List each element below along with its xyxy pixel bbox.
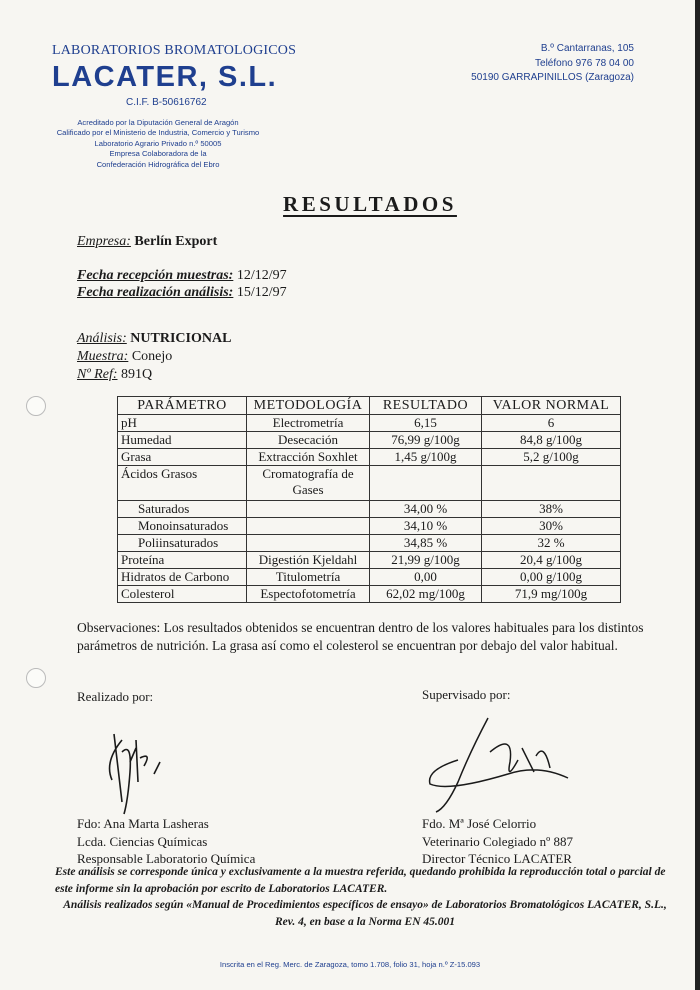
company-field bbox=[77, 234, 217, 250]
cell-parameter: Grasa bbox=[118, 449, 247, 466]
cell-result: 21,99 g/100g bbox=[370, 552, 482, 569]
cell-normal: 20,4 g/100g bbox=[482, 552, 621, 569]
right-signatory-name: Fdo. Mª José Celorrio bbox=[422, 816, 537, 831]
city-line: 50190 GARRAPINILLOS (Zaragoza) bbox=[471, 72, 634, 83]
reception-date-value: 12/12/97 bbox=[236, 268, 287, 283]
cell-parameter: Hidratos de Carbono bbox=[118, 569, 247, 586]
cell-result bbox=[370, 466, 482, 501]
cell-normal: 0,00 g/100g bbox=[482, 569, 621, 586]
cell-method bbox=[247, 535, 370, 552]
sample-field bbox=[77, 349, 172, 365]
accreditation-block bbox=[40, 118, 276, 170]
brand-name: LACATER, S.L. bbox=[52, 61, 278, 93]
cell-method bbox=[247, 518, 370, 535]
reference-value: 891Q bbox=[121, 367, 153, 382]
reference-field bbox=[77, 367, 152, 383]
table-header-row bbox=[118, 397, 621, 415]
right-signatory-title: Veterinario Colegiado nº 887 bbox=[422, 833, 573, 849]
table-row bbox=[118, 569, 621, 586]
cell-normal: 84,8 g/100g bbox=[482, 432, 621, 449]
cell-result: 1,45 g/100g bbox=[370, 449, 482, 466]
table-row bbox=[118, 552, 621, 569]
right-signatory-block bbox=[422, 815, 573, 868]
cell-normal: 38% bbox=[482, 501, 621, 518]
table-row bbox=[118, 432, 621, 449]
right-signature bbox=[418, 712, 593, 820]
cell-result: 34,85 % bbox=[370, 535, 482, 552]
cell-result: 0,00 bbox=[370, 569, 482, 586]
legal-disclaimer: Este análisis se corresponde única y exclusivamente a la muestra referida, quedando prohibida la reproducción total o parcial de este informe sin la aprobación por escrito de Laboratorios LACATER. bbox=[55, 866, 666, 895]
cell-parameter: pH bbox=[118, 415, 247, 432]
cell-result: 34,00 % bbox=[370, 501, 482, 518]
cell-parameter: Ácidos Grasos bbox=[118, 466, 247, 501]
cell-normal: 30% bbox=[482, 518, 621, 535]
sample-label: Muestra: bbox=[77, 349, 129, 364]
table-row bbox=[118, 518, 621, 535]
address-line: B.º Cantarranas, 105 bbox=[540, 43, 634, 54]
sample-value: Conejo bbox=[131, 349, 173, 364]
left-signatory-block bbox=[77, 815, 255, 868]
table-row bbox=[118, 449, 621, 466]
cell-normal: 5,2 g/100g bbox=[482, 449, 621, 466]
lab-name: LABORATORIOS BROMATOLOGICOS bbox=[52, 43, 297, 58]
cell-parameter: Monoinsaturados bbox=[118, 518, 247, 535]
cif-number: C.I.F. B-50616762 bbox=[126, 97, 207, 108]
cell-method: Extracción Soxhlet bbox=[247, 449, 370, 466]
header-parameter: PARÁMETRO bbox=[118, 397, 247, 415]
cell-result: 34,10 % bbox=[370, 518, 482, 535]
cell-parameter: Poliinsaturados bbox=[118, 535, 247, 552]
cell-result: 6,15 bbox=[370, 415, 482, 432]
header-normal-value: VALOR NORMAL bbox=[482, 397, 621, 415]
cell-method: Titulometría bbox=[247, 569, 370, 586]
right-signatory-role: Director Técnico LACATER bbox=[422, 851, 572, 866]
analysis-type-value: NUTRICIONAL bbox=[130, 331, 232, 346]
left-signatory-title: Lcda. Ciencias Químicas bbox=[77, 833, 208, 849]
cell-parameter: Humedad bbox=[118, 432, 247, 449]
document-title: RESULTADOS bbox=[283, 192, 457, 216]
cell-method: Desecación bbox=[247, 432, 370, 449]
cell-method: Cromatografía de Gases bbox=[247, 466, 370, 501]
analysis-type-label: Análisis: bbox=[77, 331, 127, 346]
cell-method: Electrometría bbox=[247, 415, 370, 432]
analysis-date-value: 15/12/97 bbox=[236, 285, 287, 300]
left-signatory-name: Fdo: Ana Marta Lasheras bbox=[77, 816, 209, 831]
accreditation-line: Laboratorio Agrario Privado n.º 50005 bbox=[94, 138, 222, 148]
punch-hole bbox=[26, 396, 46, 416]
results-table bbox=[117, 396, 621, 603]
table-row bbox=[118, 466, 621, 501]
cell-parameter: Saturados bbox=[118, 501, 247, 518]
table-row bbox=[118, 415, 621, 432]
phone-line: Teléfono 976 78 04 00 bbox=[535, 57, 634, 69]
reception-date-label: Fecha recepción muestras: bbox=[77, 268, 234, 283]
cell-result: 62,02 mg/100g bbox=[370, 586, 482, 603]
accreditation-line: Acreditado por la Diputación General de Aragón bbox=[77, 118, 239, 127]
cell-result: 76,99 g/100g bbox=[370, 432, 482, 449]
accreditation-line: Empresa Colaboradora de la bbox=[109, 149, 207, 159]
cell-normal: 32 % bbox=[482, 535, 621, 552]
cell-normal bbox=[482, 466, 621, 501]
table-row bbox=[118, 586, 621, 603]
supervised-by-label: Supervisado por: bbox=[422, 687, 511, 702]
cell-method: Espectofotometría bbox=[247, 586, 370, 603]
registry-footer: Inscrita en el Reg. Merc. de Zaragoza, tomo 1.708, folio 31, hoja n.º Z-15.093 bbox=[219, 960, 481, 969]
punch-hole bbox=[26, 668, 46, 688]
table-row bbox=[118, 501, 621, 518]
left-signature bbox=[92, 722, 182, 818]
performed-by-label: Realizado por: bbox=[77, 689, 154, 704]
page-edge bbox=[695, 0, 700, 990]
left-signatory-role: Responsable Laboratorio Química bbox=[77, 851, 256, 866]
legal-notes bbox=[55, 864, 675, 930]
cell-parameter: Proteína bbox=[118, 552, 247, 569]
cell-normal: 71,9 mg/100g bbox=[482, 586, 621, 603]
header-result: RESULTADO bbox=[370, 397, 482, 415]
company-label: Empresa: bbox=[77, 234, 131, 249]
cell-parameter: Colesterol bbox=[118, 586, 247, 603]
address-block bbox=[471, 42, 634, 86]
observations-text: Observaciones: Los resultados obtenidos se encuentran dentro de los valores habituales para los distintos parámetros de nutrición. La grasa así como el colesterol se encuentran por debajo del valor habitual. bbox=[77, 620, 644, 653]
cell-method bbox=[247, 501, 370, 518]
cell-method: Digestión Kjeldahl bbox=[247, 552, 370, 569]
analysis-date-field bbox=[77, 285, 287, 301]
table-row bbox=[118, 535, 621, 552]
company-value: Berlín Export bbox=[134, 234, 218, 249]
legal-standard: Análisis realizados según «Manual de Procedimientos específicos de ensayo» de Laboratorios Bromatológicos LACATER, S.L., Rev. 4, en base a la Norma EN 45.001 bbox=[63, 899, 667, 928]
analysis-type-field bbox=[77, 331, 231, 347]
analysis-date-label: Fecha realización análisis: bbox=[77, 285, 234, 300]
reception-date-field bbox=[77, 268, 287, 284]
reference-label: Nº Ref: bbox=[77, 367, 118, 382]
header-methodology: METODOLOGÍA bbox=[247, 397, 370, 415]
cell-normal: 6 bbox=[482, 415, 621, 432]
accreditation-line: Calificado por el Ministerio de Industria, Comercio y Turismo bbox=[56, 128, 260, 138]
accreditation-line: Confederación Hidrográfica del Ebro bbox=[96, 159, 220, 169]
